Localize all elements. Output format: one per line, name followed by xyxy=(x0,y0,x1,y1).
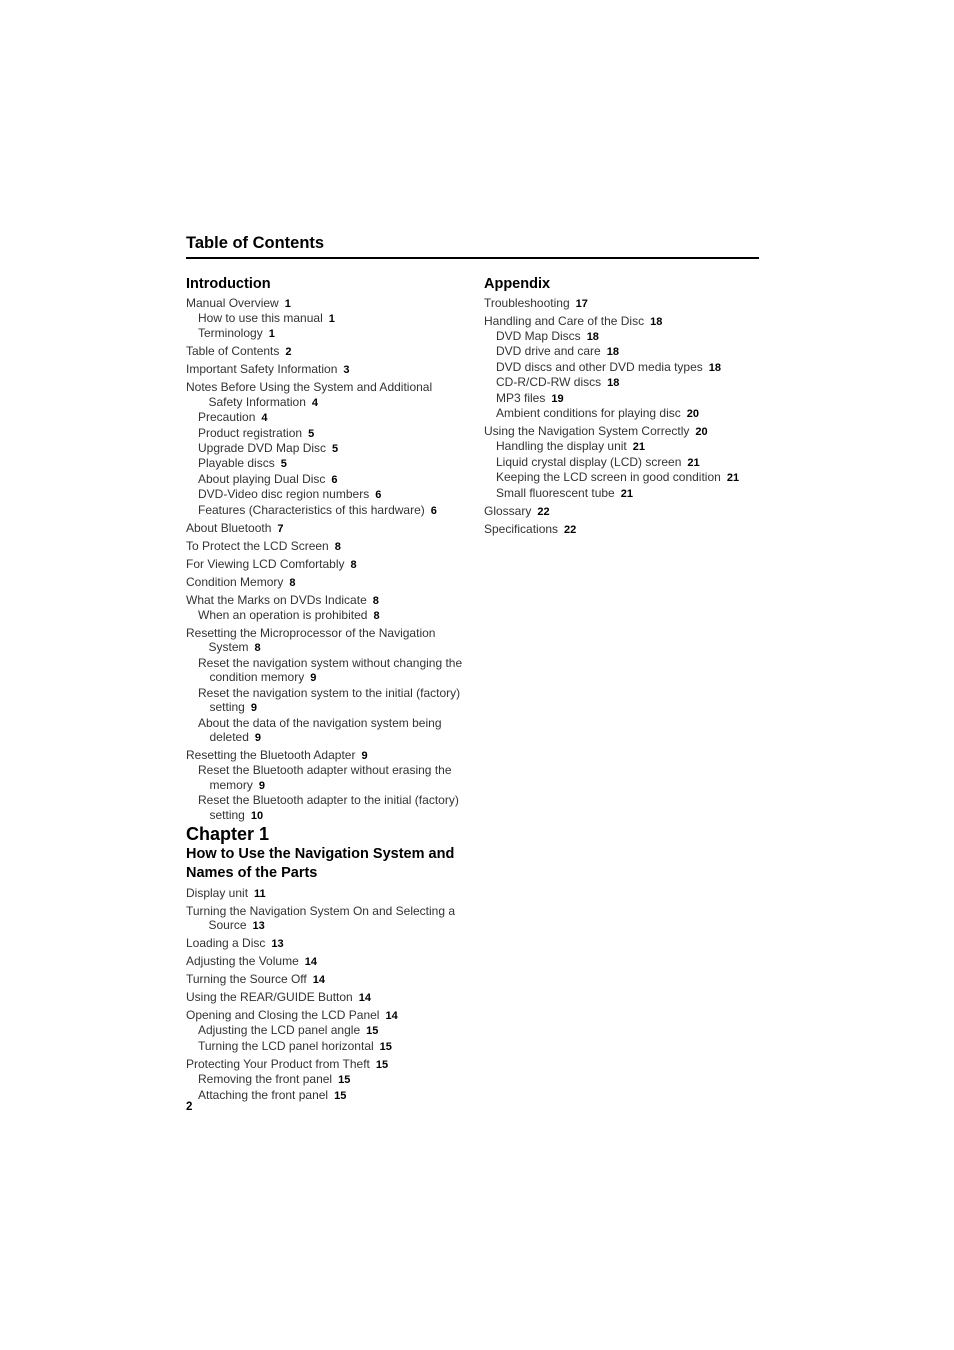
toc-entry[interactable] xyxy=(484,314,766,329)
toc-entry-page: 9 xyxy=(250,702,257,715)
toc-entry[interactable] xyxy=(186,326,468,341)
toc-entry[interactable] xyxy=(186,990,468,1005)
toc-entry-text: Resetting the Bluetooth Adapter xyxy=(186,747,356,762)
toc-entry-page: 15 xyxy=(379,1040,392,1053)
toc-entry-text: Specifications xyxy=(484,521,559,536)
toc-entry-text: Adjusting the Volume xyxy=(186,954,299,968)
toc-entry-text: How to use this manual xyxy=(198,311,323,325)
toc-entry-text: Troubleshooting xyxy=(484,295,570,310)
toc-entry[interactable] xyxy=(484,439,766,454)
toc-entry[interactable] xyxy=(186,410,468,425)
toc-entry-text: About playing Dual Disc xyxy=(198,471,326,486)
toc-entry-text: Attaching the front panel xyxy=(198,1087,329,1102)
toc-entry[interactable] xyxy=(186,936,468,951)
page-title: Table of Contents xyxy=(186,234,325,252)
toc-entry[interactable] xyxy=(186,1057,468,1072)
toc-entry-page: 21 xyxy=(687,456,700,469)
toc-entry-page: 8 xyxy=(350,558,357,571)
toc-entry[interactable] xyxy=(484,424,766,439)
toc-entry-page: 9 xyxy=(361,749,368,762)
toc-entry[interactable] xyxy=(186,472,468,487)
toc-left-column xyxy=(186,276,468,823)
toc-entry-page: 1 xyxy=(268,328,275,341)
toc-entry-page: 5 xyxy=(308,427,315,440)
toc-entry-page: 9 xyxy=(310,672,317,685)
chapter-label: Chapter 1 xyxy=(186,824,270,844)
toc-entry[interactable] xyxy=(186,716,468,746)
toc-entry[interactable] xyxy=(186,626,468,656)
toc-entry-text: Small fluorescent tube xyxy=(496,485,615,500)
toc-entry-page: 18 xyxy=(708,361,722,374)
toc-entry-text: Handling the display unit xyxy=(496,439,627,454)
toc-entry[interactable] xyxy=(484,504,766,519)
toc-entry-text: Removing the front panel xyxy=(198,1072,333,1087)
toc-entry-page: 15 xyxy=(375,1058,389,1071)
toc-entry-page: 7 xyxy=(277,522,284,535)
toc-entry-text: Reset the Bluetooth adapter without erasing the memory xyxy=(198,763,452,792)
toc-entry-page: 8 xyxy=(254,642,261,655)
toc-entry-text: DVD Map Discs xyxy=(496,329,581,343)
toc-entry-text: Ambient conditions for playing disc xyxy=(496,406,681,421)
toc-entry-text: Condition Memory xyxy=(186,574,284,589)
toc-entry-page: 13 xyxy=(271,938,284,950)
toc-entry-text: DVD drive and care xyxy=(496,344,601,359)
toc-entry-page: 9 xyxy=(258,779,265,792)
toc-entry[interactable] xyxy=(186,1023,468,1038)
toc-entry-text: About Bluetooth xyxy=(186,520,272,535)
toc-entry-text: Manual Overview xyxy=(186,295,279,310)
toc-entry[interactable] xyxy=(186,426,468,441)
toc-entry[interactable] xyxy=(484,344,766,359)
toc-entry[interactable] xyxy=(186,487,468,502)
toc-list-chapter-1 xyxy=(186,886,468,1103)
toc-entry[interactable] xyxy=(186,793,468,823)
toc-entry-text: Adjusting the LCD panel angle xyxy=(198,1023,361,1038)
toc-entry-text: Using the REAR/GUIDE Button xyxy=(186,990,353,1004)
toc-entry[interactable] xyxy=(484,455,766,470)
toc-entry[interactable] xyxy=(186,575,468,590)
toc-entry[interactable] xyxy=(186,296,468,311)
toc-entry-page: 15 xyxy=(334,1089,347,1102)
toc-entry-page: 1 xyxy=(284,297,291,310)
toc-entry-text: Glossary xyxy=(484,503,532,518)
toc-entry-page: 18 xyxy=(650,315,663,328)
toc-entry-page: 3 xyxy=(343,364,350,377)
toc-entry-page: 5 xyxy=(280,458,287,471)
toc-entry[interactable] xyxy=(186,886,468,901)
toc-entry-page: 21 xyxy=(620,487,633,500)
toc-entry-text: Resetting the Microprocessor of the Navigation System xyxy=(186,626,436,655)
toc-entry-text: Turning the Navigation System On and Selecting a Source xyxy=(186,903,456,932)
toc-entry-page: 5 xyxy=(332,443,339,456)
toc-entry-page: 15 xyxy=(366,1025,379,1038)
toc-entry-page: 21 xyxy=(632,441,646,454)
toc-entry-page: 13 xyxy=(252,920,265,932)
toc-entry-page: 20 xyxy=(695,426,708,439)
toc-entry-page: 4 xyxy=(261,412,268,425)
toc-entry[interactable] xyxy=(186,311,468,326)
toc-right-column xyxy=(484,276,766,537)
toc-entry-page: 8 xyxy=(373,610,380,623)
section-heading-introduction: Introduction xyxy=(186,276,271,292)
toc-entry-page: 14 xyxy=(358,992,371,1004)
toc-entry[interactable] xyxy=(186,539,468,554)
toc-entry[interactable] xyxy=(484,486,766,501)
toc-entry-page: 6 xyxy=(331,473,338,486)
toc-entry-page: 18 xyxy=(607,377,620,390)
toc-entry[interactable] xyxy=(186,904,468,934)
toc-entry-page: 14 xyxy=(312,974,325,986)
toc-entry-text: Turning the LCD panel horizontal xyxy=(198,1038,374,1053)
toc-entry-text: Upgrade DVD Map Disc xyxy=(198,441,327,456)
toc-entry[interactable] xyxy=(186,1008,468,1023)
toc-entry-page: 10 xyxy=(250,809,264,822)
toc-entry[interactable] xyxy=(186,763,468,793)
toc-entry-page: 17 xyxy=(575,297,588,310)
toc-entry-text: Reset the navigation system to the initial (factory) setting xyxy=(198,685,461,715)
toc-entry-text: Display unit xyxy=(186,885,249,900)
toc-entry-text: Protecting Your Product from Theft xyxy=(186,1056,370,1071)
toc-chapter-1 xyxy=(186,823,468,1103)
toc-entry-text: DVD discs and other DVD media types xyxy=(496,359,703,374)
toc-entry[interactable] xyxy=(186,1088,468,1103)
toc-entry-page: 18 xyxy=(606,346,619,359)
toc-entry[interactable] xyxy=(484,522,766,537)
toc-entry-page: 15 xyxy=(338,1074,351,1087)
toc-entry[interactable] xyxy=(484,406,766,421)
toc-entry[interactable] xyxy=(484,391,766,406)
toc-entry-text: About the data of the navigation system being deleted xyxy=(198,715,442,744)
toc-entry-text: Notes Before Using the System and Additional Safety Information xyxy=(186,380,433,409)
toc-entry[interactable] xyxy=(186,656,468,686)
toc-entry[interactable] xyxy=(186,608,468,623)
toc-entry[interactable] xyxy=(186,380,468,410)
page-number: 2 xyxy=(186,1101,193,1113)
toc-entry-text: Loading a Disc xyxy=(186,936,266,950)
toc-entry-page: 14 xyxy=(385,1010,398,1022)
toc-entry-page: 8 xyxy=(372,594,379,607)
toc-entry-text: Handling and Care of the Disc xyxy=(484,313,645,328)
toc-entry-page: 2 xyxy=(285,346,292,359)
toc-entry-page: 11 xyxy=(254,887,266,900)
toc-entry-text: Opening and Closing the LCD Panel xyxy=(186,1008,380,1022)
toc-entry[interactable] xyxy=(186,521,468,536)
section-heading-appendix: Appendix xyxy=(484,276,551,292)
toc-entry-text: Using the Navigation System Correctly xyxy=(484,424,690,439)
toc-entry[interactable] xyxy=(186,362,468,377)
toc-entry-text: What the Marks on DVDs Indicate xyxy=(186,592,367,607)
toc-entry-page: 1 xyxy=(328,313,335,325)
toc-entry-text: Playable discs xyxy=(198,456,275,471)
toc-entry[interactable] xyxy=(186,441,468,456)
toc-entry-text: Liquid crystal display (LCD) screen xyxy=(496,454,682,469)
toc-entry-page: 18 xyxy=(586,331,599,343)
toc-entry-text: When an operation is prohibited xyxy=(198,608,368,623)
toc-entry[interactable] xyxy=(186,456,468,471)
toc-entry-text: DVD-Video disc region numbers xyxy=(198,487,370,502)
toc-list-introduction xyxy=(186,296,468,823)
toc-entry-text: Features (Characteristics of this hardware) xyxy=(198,502,425,517)
toc-entry[interactable] xyxy=(186,503,468,518)
toc-entry-page: 22 xyxy=(537,505,550,518)
toc-entry[interactable] xyxy=(186,686,468,716)
toc-entry-page: 8 xyxy=(334,540,341,553)
toc-entry[interactable] xyxy=(186,344,468,359)
toc-entry-text: Reset the navigation system without changing the condition memory xyxy=(198,655,463,685)
toc-entry-page: 20 xyxy=(686,408,700,421)
toc-list-appendix xyxy=(484,296,766,537)
toc-entry[interactable] xyxy=(186,1072,468,1087)
toc-entry[interactable] xyxy=(484,375,766,390)
toc-entry-page: 21 xyxy=(726,472,740,485)
toc-entry[interactable] xyxy=(186,954,468,969)
title-divider xyxy=(186,257,759,259)
toc-entry-text: Product registration xyxy=(198,425,303,440)
toc-entry-page: 19 xyxy=(551,392,564,405)
toc-entry-text: To Protect the LCD Screen xyxy=(186,538,329,553)
chapter-title: How to Use the Navigation System and Names of the Parts xyxy=(186,846,455,881)
toc-entry-page: 6 xyxy=(375,489,382,502)
toc-entry[interactable] xyxy=(186,1039,468,1054)
toc-entry[interactable] xyxy=(484,360,766,375)
toc-entry[interactable] xyxy=(186,748,468,763)
toc-entry-page: 6 xyxy=(430,504,437,517)
toc-entry-page: 4 xyxy=(311,396,319,409)
toc-entry[interactable] xyxy=(484,470,766,485)
toc-entry-page: 22 xyxy=(564,523,577,536)
toc-entry-text: Table of Contents xyxy=(186,344,280,359)
toc-entry-page: 14 xyxy=(304,956,317,968)
toc-entry[interactable] xyxy=(186,972,468,987)
toc-entry-text: Turning the Source Off xyxy=(186,972,307,986)
toc-entry-text: Precaution xyxy=(198,410,256,425)
toc-entry-text: Terminology xyxy=(198,326,263,341)
toc-entry-text: Reset the Bluetooth adapter to the initial (factory) setting xyxy=(198,793,459,822)
toc-entry-text: Important Safety Information xyxy=(186,362,338,377)
toc-entry[interactable] xyxy=(186,593,468,608)
toc-entry-text: MP3 files xyxy=(496,390,546,405)
toc-entry-text: CD-R/CD-RW discs xyxy=(496,375,602,390)
toc-entry-text: For Viewing LCD Comfortably xyxy=(186,556,345,571)
toc-entry[interactable] xyxy=(484,329,766,344)
toc-entry-page: 9 xyxy=(254,731,261,744)
toc-entry[interactable] xyxy=(484,296,766,311)
toc-entry-text: Keeping the LCD screen in good condition xyxy=(496,470,721,485)
toc-entry-page: 8 xyxy=(289,576,296,589)
toc-entry[interactable] xyxy=(186,557,468,572)
